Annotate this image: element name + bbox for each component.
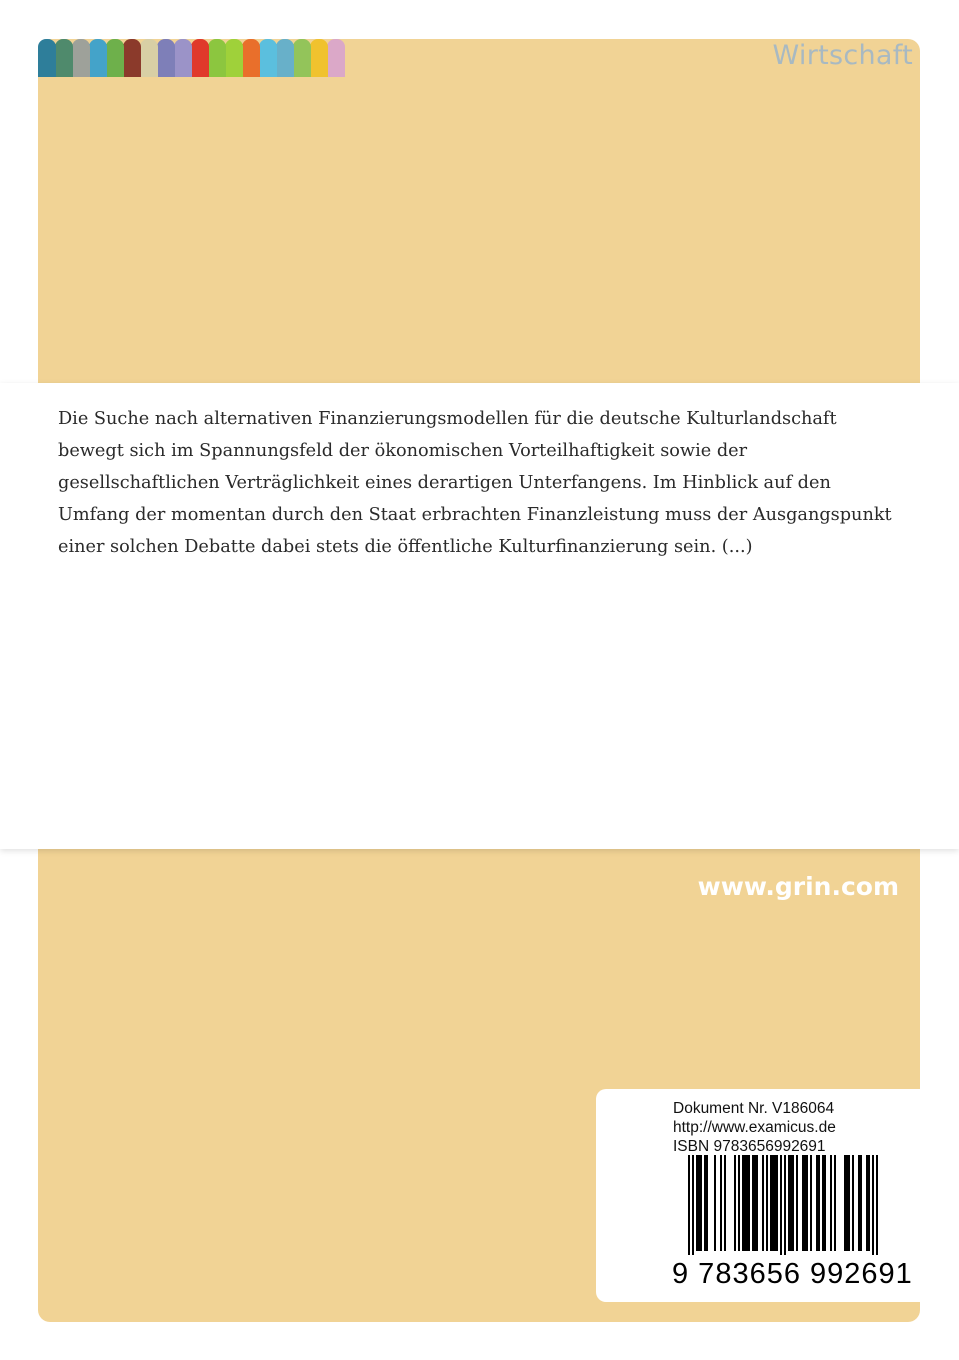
color-stripe bbox=[123, 39, 141, 77]
barcode-bar bbox=[752, 1155, 754, 1251]
color-stripe bbox=[140, 39, 158, 77]
abstract-text bbox=[58, 403, 908, 563]
barcode-bar bbox=[846, 1155, 848, 1251]
barcode-bar bbox=[810, 1155, 812, 1251]
color-stripe bbox=[38, 39, 56, 77]
color-stripe bbox=[55, 39, 73, 77]
barcode-bar bbox=[762, 1155, 764, 1251]
barcode-bar bbox=[770, 1155, 772, 1251]
barcode-bar bbox=[860, 1155, 862, 1251]
barcode-bar bbox=[866, 1155, 868, 1251]
color-stripe bbox=[327, 39, 345, 77]
barcode-bar bbox=[700, 1155, 702, 1251]
barcode-bar bbox=[766, 1155, 768, 1251]
color-stripe bbox=[310, 39, 328, 77]
barcode-bar bbox=[784, 1155, 786, 1255]
barcode-bar bbox=[876, 1155, 878, 1255]
barcode-bar bbox=[804, 1155, 806, 1251]
barcode-bar bbox=[816, 1155, 818, 1251]
barcode-bar bbox=[824, 1155, 826, 1251]
barcode-bar bbox=[738, 1155, 740, 1251]
barcode-bar bbox=[796, 1155, 798, 1251]
publisher-url[interactable]: http://www.examicus.de bbox=[673, 1119, 836, 1136]
barcode-bar bbox=[748, 1155, 750, 1251]
barcode-bar bbox=[852, 1155, 854, 1251]
barcode-bar bbox=[868, 1155, 870, 1251]
barcode-bar bbox=[706, 1155, 708, 1251]
barcode-bar bbox=[756, 1155, 758, 1251]
barcode-bar bbox=[774, 1155, 776, 1251]
barcode-bar bbox=[714, 1155, 716, 1251]
abstract-line: Die Suche nach alternativen Finanzierungsmodellen für die deutsche Kulturlandschaft bbox=[58, 409, 837, 429]
abstract-line: Umfang der momentan durch den Staat erbrachten Finanzleistung muss der Ausgangspunkt bbox=[58, 505, 892, 525]
color-stripe bbox=[174, 39, 192, 77]
color-stripe bbox=[276, 39, 294, 77]
barcode-bar bbox=[704, 1155, 706, 1251]
barcode-bar bbox=[720, 1155, 722, 1251]
barcode-bar bbox=[746, 1155, 748, 1251]
color-stripe bbox=[259, 39, 277, 77]
barcode-bar bbox=[806, 1155, 808, 1251]
color-stripe bbox=[89, 39, 107, 77]
barcode-bar bbox=[724, 1155, 726, 1251]
barcode-bar bbox=[790, 1155, 792, 1251]
color-stripe bbox=[191, 39, 209, 77]
color-stripe bbox=[106, 39, 124, 77]
category-label: Wirtschaft bbox=[772, 40, 913, 71]
website-link[interactable]: www.grin.com bbox=[697, 872, 899, 901]
barcode-bar bbox=[780, 1155, 782, 1255]
color-stripe bbox=[293, 39, 311, 77]
isbn-barcode bbox=[672, 1155, 894, 1255]
isbn-label: ISBN 9783656992691 bbox=[673, 1138, 826, 1155]
barcode-bar bbox=[734, 1155, 736, 1251]
barcode-bar bbox=[788, 1155, 790, 1251]
color-stripe bbox=[157, 39, 175, 77]
abstract-line: einer solchen Debatte dabei stets die öffentliche Kulturfinanzierung sein. (...) bbox=[58, 537, 753, 557]
barcode-bar bbox=[698, 1155, 700, 1251]
abstract-line: gesellschaftlichen Verträglichkeit eines derartigen Unterfangens. Im Hinblick auf den bbox=[58, 473, 831, 493]
barcode-bar bbox=[834, 1155, 836, 1251]
barcode-bar bbox=[822, 1155, 824, 1251]
barcode-bar bbox=[776, 1155, 778, 1251]
barcode-bar bbox=[696, 1155, 698, 1251]
barcode-bar bbox=[754, 1155, 756, 1251]
barcode-bar bbox=[872, 1155, 874, 1255]
barcode-bar bbox=[772, 1155, 774, 1251]
barcode-bar bbox=[802, 1155, 804, 1251]
barcode-bar bbox=[744, 1155, 746, 1251]
barcode-bar bbox=[692, 1155, 694, 1255]
barcode-bar bbox=[830, 1155, 832, 1251]
color-stripe bbox=[242, 39, 260, 77]
document-number: Dokument Nr. V186064 bbox=[673, 1100, 835, 1117]
barcode-bar bbox=[792, 1155, 794, 1251]
color-stripe bbox=[72, 39, 90, 77]
barcode-bar bbox=[818, 1155, 820, 1251]
barcode-bar bbox=[858, 1155, 860, 1251]
barcode-bar bbox=[742, 1155, 744, 1251]
abstract-line: bewegt sich im Spannungsfeld der ökonomischen Vorteilhaftigkeit sowie der bbox=[58, 441, 748, 461]
barcode-bar bbox=[844, 1155, 846, 1251]
color-stripe bbox=[225, 39, 243, 77]
color-stripes bbox=[38, 39, 344, 77]
barcode-bar bbox=[688, 1155, 690, 1255]
color-stripe bbox=[208, 39, 226, 77]
barcode-digits: 9 783656 992691 bbox=[672, 1258, 913, 1290]
barcode-bar bbox=[848, 1155, 850, 1251]
